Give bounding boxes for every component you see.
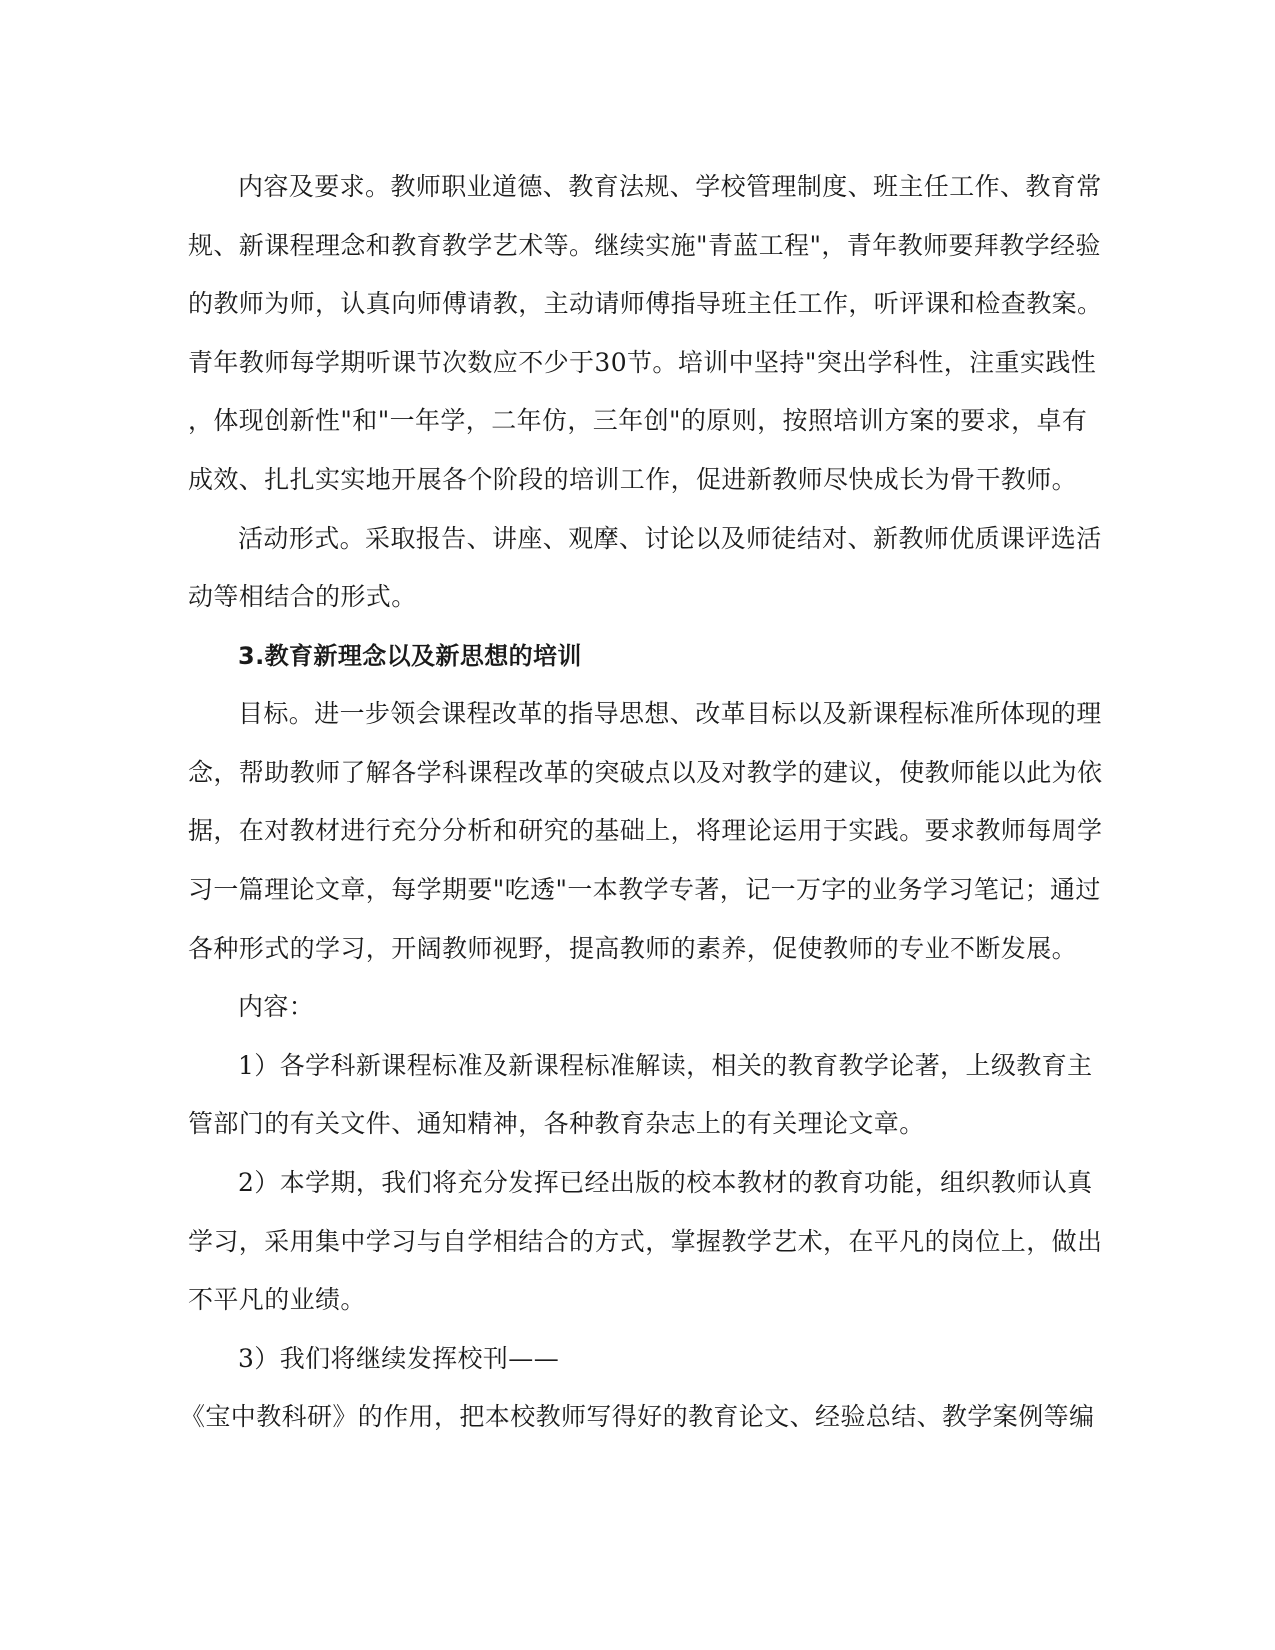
text-line: 青年教师每学期听课节次数应不少于30节。培训中坚持"突出学科性，注重实践性 <box>188 348 1097 377</box>
text-line: 3）我们将继续发挥校刊—— <box>238 1344 560 1373</box>
section-heading: 3.教育新理念以及新思想的培训 <box>238 642 582 670</box>
text-line: 《宝中教科研》的作用，把本校教师写得好的教育论文、经验总结、教学案例等编 <box>180 1402 1095 1431</box>
text-line: 内容： <box>238 992 315 1021</box>
text-line: 不平凡的业绩。 <box>188 1285 366 1314</box>
text-line: 念，帮助教师了解各学科课程改革的突破点以及对教学的建议，使教师能以此为依 <box>188 758 1103 787</box>
text-line: 的教师为师，认真向师傅请教，主动请师傅指导班主任工作，听评课和检查教案。 <box>188 289 1103 318</box>
text-line: 规、新课程理念和教育教学艺术等。继续实施"青蓝工程"，青年教师要拜教学经验 <box>188 231 1101 260</box>
text-line: 据，在对教材进行充分分析和研究的基础上，将理论运用于实践。要求教师每周学 <box>188 816 1103 845</box>
text-line: 各种形式的学习，开阔教师视野，提高教师的素养，促使教师的专业不断发展。 <box>188 934 1078 963</box>
text-line: 2）本学期，我们将充分发挥已经出版的校本教材的教育功能，组织教师认真 <box>238 1168 1093 1197</box>
text-line: 动等相结合的形式。 <box>188 582 417 611</box>
text-line: 1）各学科新课程标准及新课程标准解读，相关的教育教学论著，上级教育主 <box>238 1051 1093 1080</box>
text-line: 习一篇理论文章，每学期要"吃透"一本教学专著，记一万字的业务学习笔记；通过 <box>188 875 1101 904</box>
text-line: 学习，采用集中学习与自学相结合的方式，掌握教学艺术，在平凡的岗位上，做出 <box>188 1227 1103 1256</box>
text-line: 活动形式。采取报告、讲座、观摩、讨论以及师徒结对、新教师优质课评选活 <box>238 524 1102 553</box>
text-line: 目标。进一步领会课程改革的指导思想、改革目标以及新课程标准所体现的理 <box>238 699 1102 728</box>
text-line: 管部门的有关文件、通知精神，各种教育杂志上的有关理论文章。 <box>188 1109 925 1138</box>
text-line: ，体现创新性"和"一年学，二年仿，三年创"的原则，按照培训方案的要求，卓有 <box>188 406 1088 435</box>
text-line: 成效、扎扎实实地开展各个阶段的培训工作，促进新教师尽快成长为骨干教师。 <box>188 465 1078 494</box>
text-line: 内容及要求。教师职业道德、教育法规、学校管理制度、班主任工作、教育常 <box>238 172 1102 201</box>
